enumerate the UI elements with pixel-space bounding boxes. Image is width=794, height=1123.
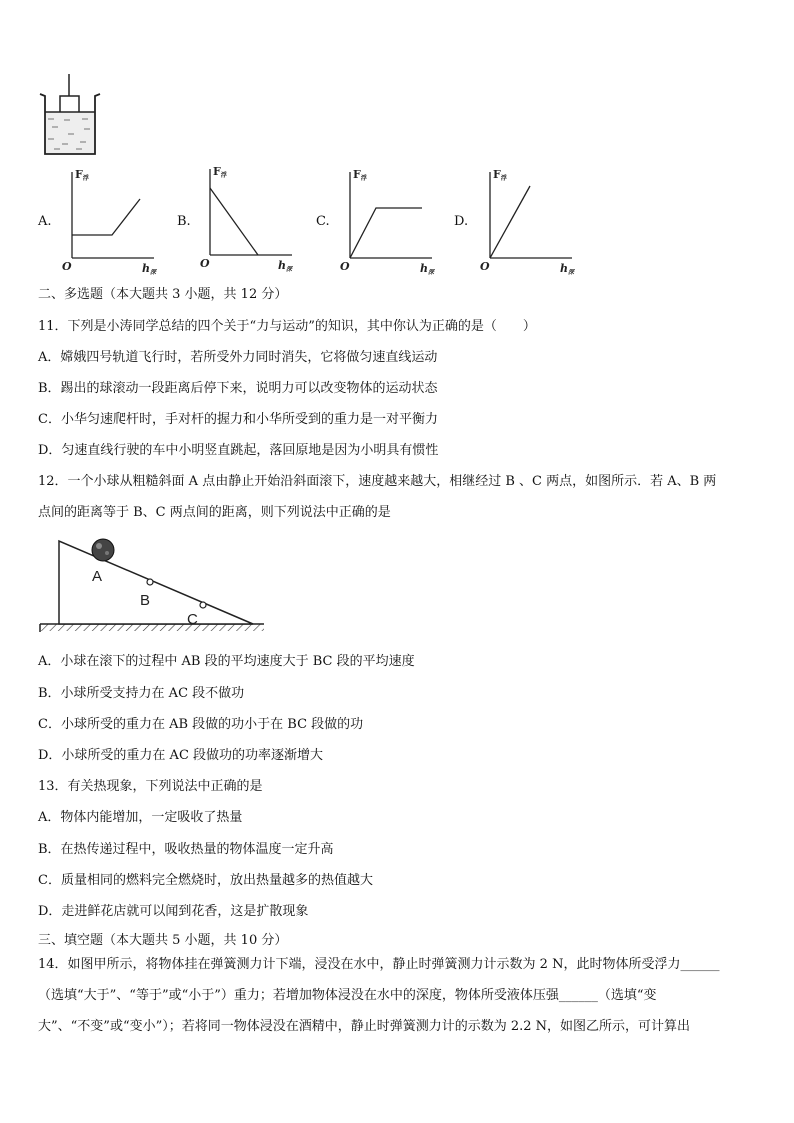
q12-option-d: D．小球所受的重力在 AC 段做功的功率逐渐增大 (38, 748, 324, 763)
graph-a-origin: O (62, 260, 72, 273)
graph-c-x-label: h深 (420, 262, 435, 276)
q11-stem: 11．下列是小涛同学总结的四个关于“力与运动”的知识，其中你认为正确的是（ ） (38, 319, 536, 334)
graph-a-y-label: F浮 (75, 168, 89, 182)
incline-figure (36, 534, 276, 639)
graph-d-x-label: h深 (560, 262, 575, 276)
graph-d (480, 166, 580, 276)
graph-d-origin: O (480, 260, 490, 273)
q12-option-b: B．小球所受支持力在 AC 段不做功 (38, 686, 245, 701)
fig-label-b: B (140, 592, 151, 609)
q11-option-d: D．匀速直线行驶的车中小明竖直跳起，落回原地是因为小明具有惯性 (38, 443, 439, 458)
ball (92, 539, 114, 561)
graph-c-label: C. (316, 214, 330, 229)
q13-option-a: A．物体内能增加，一定吸收了热量 (38, 810, 243, 825)
q11-option-c: C．小华匀速爬杆时，手对杆的握力和小华所受到的重力是一对平衡力 (38, 412, 438, 427)
graph-d-label: D. (454, 214, 469, 229)
graph-c-y-label: F浮 (353, 168, 367, 182)
q13-option-c: C．质量相同的燃料完全燃烧时，放出热量越多的热值越大 (38, 873, 373, 888)
q13-stem: 13．有关热现象，下列说法中正确的是 (38, 779, 263, 794)
q12-stem-line1: 12．一个小球从粗糙斜面 A 点由静止开始沿斜面滚下，速度越来越大，相继经过 B 、C 两点，如图所示．若 A、B 两 (38, 474, 717, 489)
section3-title: 三、填空题（本大题共 5 小题，共 10 分） (38, 933, 288, 948)
q14-line3: 大”、“不变”或“变小”）；若将同一物体浸没在酒精中，静止时弹簧测力计的示数为 2.2 N，如图乙所示，可计算出 (38, 1019, 691, 1034)
q11-option-b: B．踢出的球滚动一段距离后停下来，说明力可以改变物体的运动状态 (38, 381, 438, 396)
graph-a-label: A. (38, 214, 52, 229)
graph-c (340, 166, 440, 276)
point-b-marker (147, 579, 153, 585)
graph-b-label: B. (177, 214, 191, 229)
section2-title: 二、多选题（本大题共 3 小题，共 12 分） (38, 287, 288, 302)
point-c-marker (200, 602, 206, 608)
q12-option-c: C．小球所受的重力在 AB 段做的功小于在 BC 段做的功 (38, 717, 364, 732)
q12-option-a: A．小球在滚下的过程中 AB 段的平均速度大于 BC 段的平均速度 (38, 654, 415, 669)
q13-option-d: D．走进鲜花店就可以闻到花香，这是扩散现象 (38, 904, 309, 919)
graph-c-origin: O (340, 260, 350, 273)
graph-a (62, 166, 162, 276)
graph-a-curve (72, 199, 140, 235)
q14-line1: 14．如图甲所示，将物体挂在弹簧测力计下端，浸没在水中，静止时弹簧测力计示数为 2 N，此时物体所受浮力______ (38, 957, 720, 972)
graph-d-y-label: F浮 (493, 168, 507, 182)
q14-line2: （选填“大于”、“等于”或“小于”）重力；若增加物体浸没在水中的深度，物体所受液体压强______（选填“变 (38, 988, 657, 1003)
graph-a-x-label: h深 (142, 262, 157, 276)
graph-b-y-label: F浮 (213, 165, 227, 179)
fig-label-c: C (187, 611, 198, 628)
fig-label-a: A (92, 568, 103, 585)
graph-b-origin: O (200, 257, 210, 270)
graph-d-curve (490, 186, 530, 258)
q11-option-a: A．嫦娥四号轨道飞行时，若所受外力同时消失，它将做匀速直线运动 (38, 350, 438, 365)
graph-b (200, 163, 300, 273)
beaker-figure (38, 74, 108, 164)
q12-stem-line2: 点间的距离等于 B、C 两点间的距离，则下列说法中正确的是 (38, 505, 391, 520)
q13-option-b: B．在热传递过程中，吸收热量的物体温度一定升高 (38, 842, 334, 857)
graph-b-x-label: h深 (278, 259, 293, 273)
graph-b-curve (210, 188, 258, 255)
graph-c-curve (350, 208, 422, 258)
